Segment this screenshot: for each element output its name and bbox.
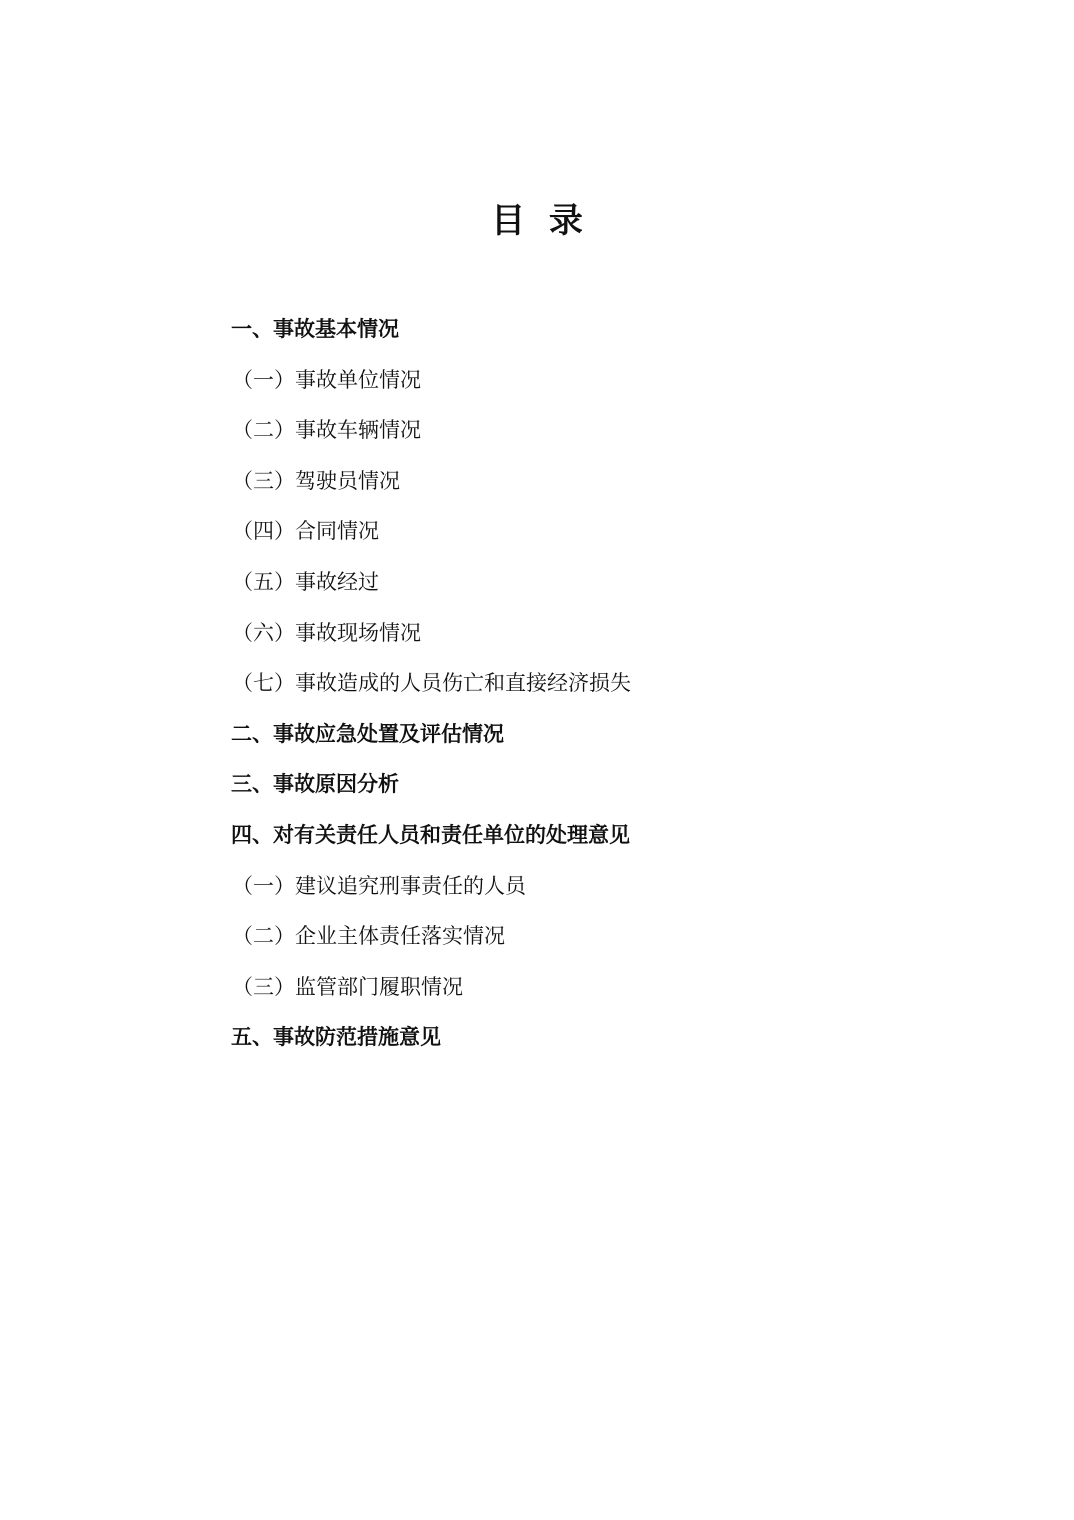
toc-subsection-1-2: （二）事故车辆情况 — [232, 418, 421, 443]
toc-subsection-4-3: （三）监管部门履职情况 — [232, 974, 463, 999]
toc-subsection-1-3: （三）驾驶员情况 — [232, 468, 400, 493]
toc-subsection-1-5: （五）事故经过 — [232, 569, 379, 594]
toc-subsection-1-6: （六）事故现场情况 — [232, 620, 421, 645]
toc-section-5: 五、事故防范措施意见 — [231, 1025, 441, 1050]
toc-subsection-1-7: （七）事故造成的人员伤亡和直接经济损失 — [232, 671, 631, 696]
toc-subsection-4-1: （一）建议追究刑事责任的人员 — [232, 873, 526, 898]
page-title: 目 录 — [491, 201, 583, 241]
toc-subsection-1-4: （四）合同情况 — [232, 519, 379, 544]
toc-section-3: 三、事故原因分析 — [231, 772, 399, 797]
toc-subsection-4-2: （二）企业主体责任落实情况 — [232, 924, 505, 949]
toc-subsection-1-1: （一）事故单位情况 — [232, 367, 421, 392]
toc-section-1: 一、事故基本情况 — [231, 317, 399, 341]
toc-section-4: 四、对有关责任人员和责任单位的处理意见 — [231, 822, 630, 847]
toc-section-2: 二、事故应急处置及评估情况 — [231, 721, 504, 746]
table-of-contents — [231, 312, 851, 1071]
